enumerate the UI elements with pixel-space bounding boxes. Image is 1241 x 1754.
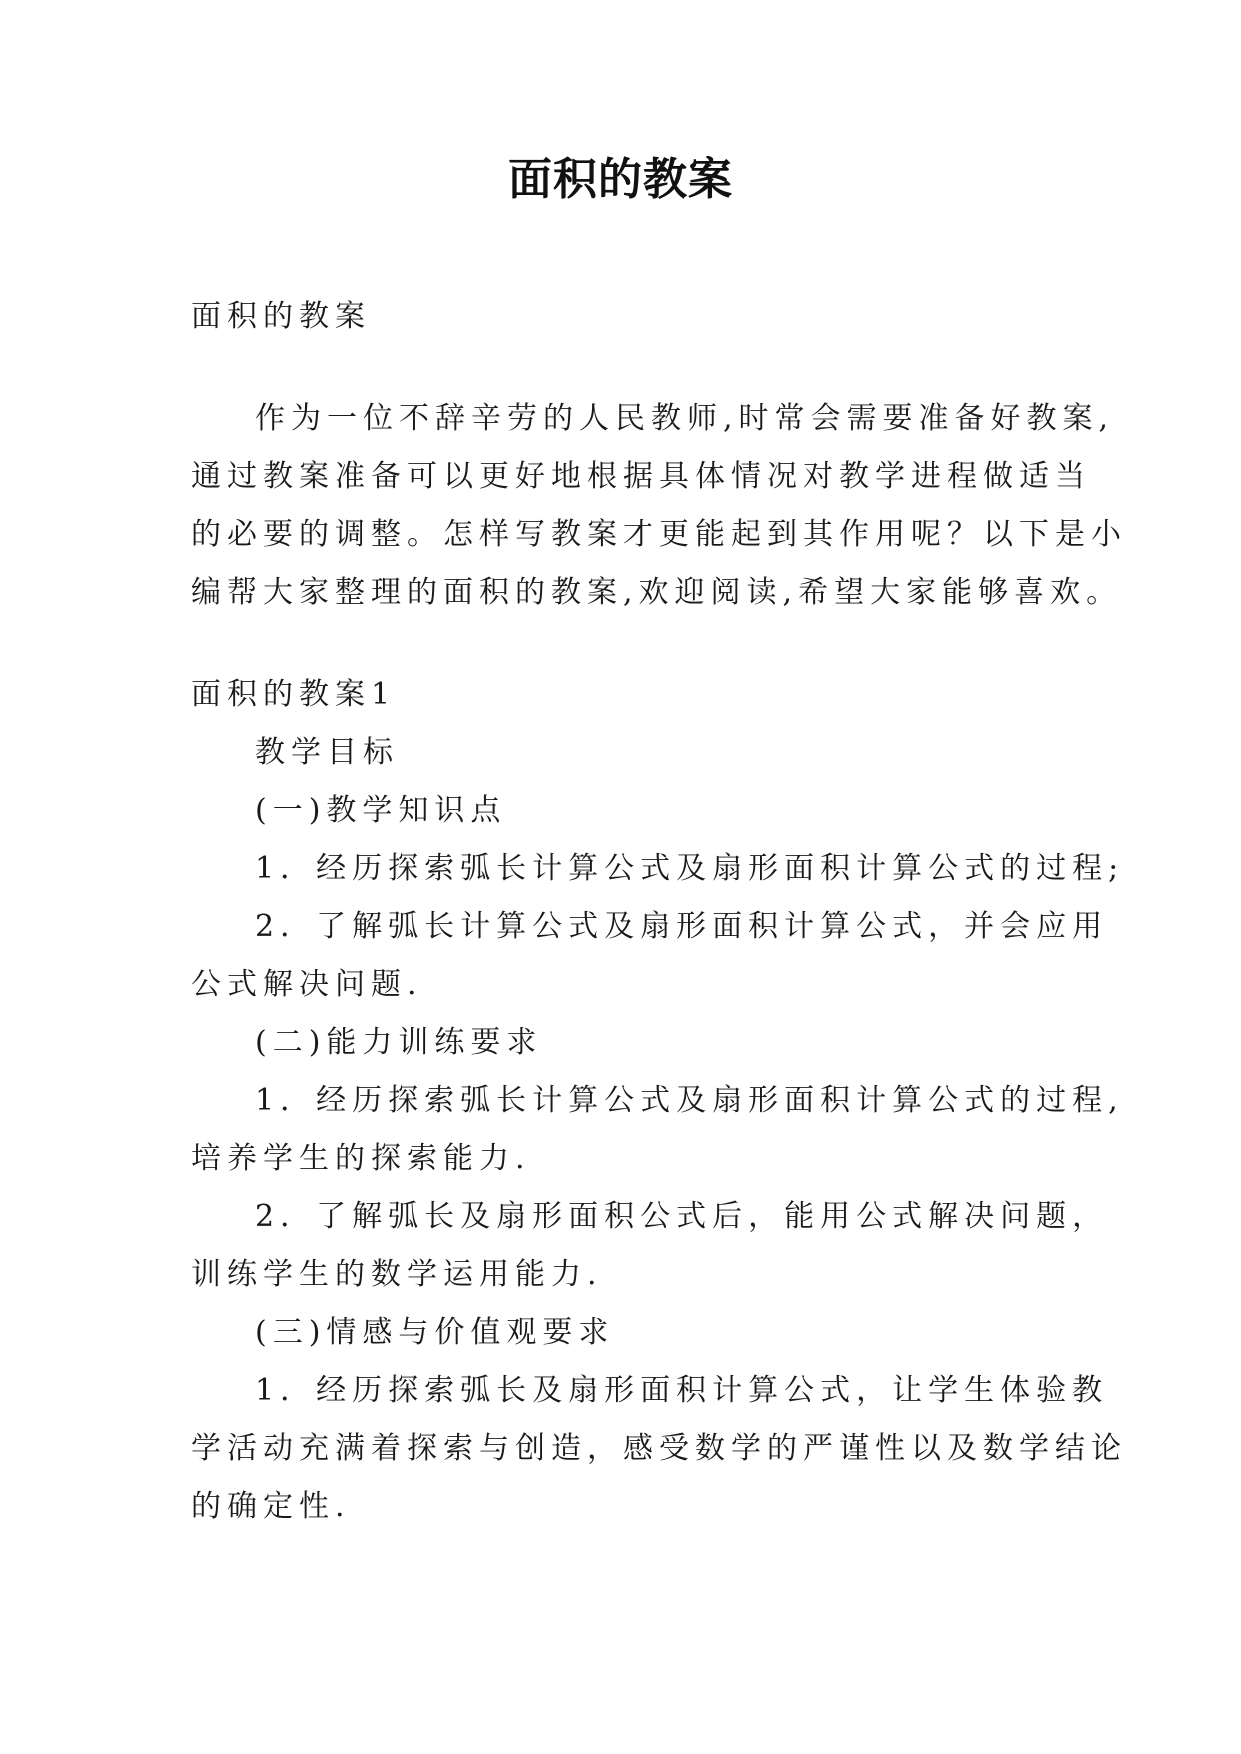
paragraph-line: 2．了解弧长及扇形面积公式后，能用公式解决问题， [255, 1199, 1109, 1234]
intro-line: 通过教案准备可以更好地根据具体情况对教学进程做适当 [191, 459, 1091, 494]
paragraph-line: 1．经历探索弧长计算公式及扇形面积计算公式的过程, [255, 1083, 1124, 1118]
intro-line: 编帮大家整理的面积的教案,欢迎阅读,希望大家能够喜欢。 [191, 575, 1123, 610]
paragraph-line: (一)教学知识点 [255, 793, 507, 828]
spacer [191, 346, 1061, 390]
document-title: 面积的教案 [508, 154, 733, 205]
document-body [191, 288, 1127, 1536]
paragraph-line: 的确定性. [191, 1489, 351, 1524]
intro-line: 的必要的调整。怎样写教案才更能起到其作用呢？以下是小 [191, 517, 1127, 552]
paragraph-line: 1．经历探索弧长计算公式及扇形面积计算公式的过程; [255, 851, 1125, 886]
paragraph-line: 1．经历探索弧长及扇形面积计算公式，让学生体验教 [255, 1373, 1109, 1408]
paragraph-line: (三)情感与价值观要求 [255, 1315, 615, 1350]
paragraph-line: 训练学生的数学运用能力. [191, 1257, 603, 1292]
paragraph-line: 学活动充满着探索与创造，感受数学的严谨性以及数学结论 [191, 1431, 1127, 1466]
paragraph-line: 培养学生的探索能力. [191, 1141, 531, 1176]
paragraph-line: (二)能力训练要求 [255, 1025, 543, 1060]
subtitle: 面积的教案 [191, 299, 371, 334]
paragraph-line: 教学目标 [255, 735, 399, 770]
intro-line: 作为一位不辞辛劳的人民教师,时常会需要准备好教案, [255, 401, 1115, 436]
paragraph-line: 2．了解弧长计算公式及扇形面积计算公式，并会应用 [255, 909, 1109, 944]
spacer [191, 622, 1061, 666]
paragraph-line: 公式解决问题. [191, 967, 423, 1002]
section-heading: 面积的教案1 [191, 677, 397, 712]
